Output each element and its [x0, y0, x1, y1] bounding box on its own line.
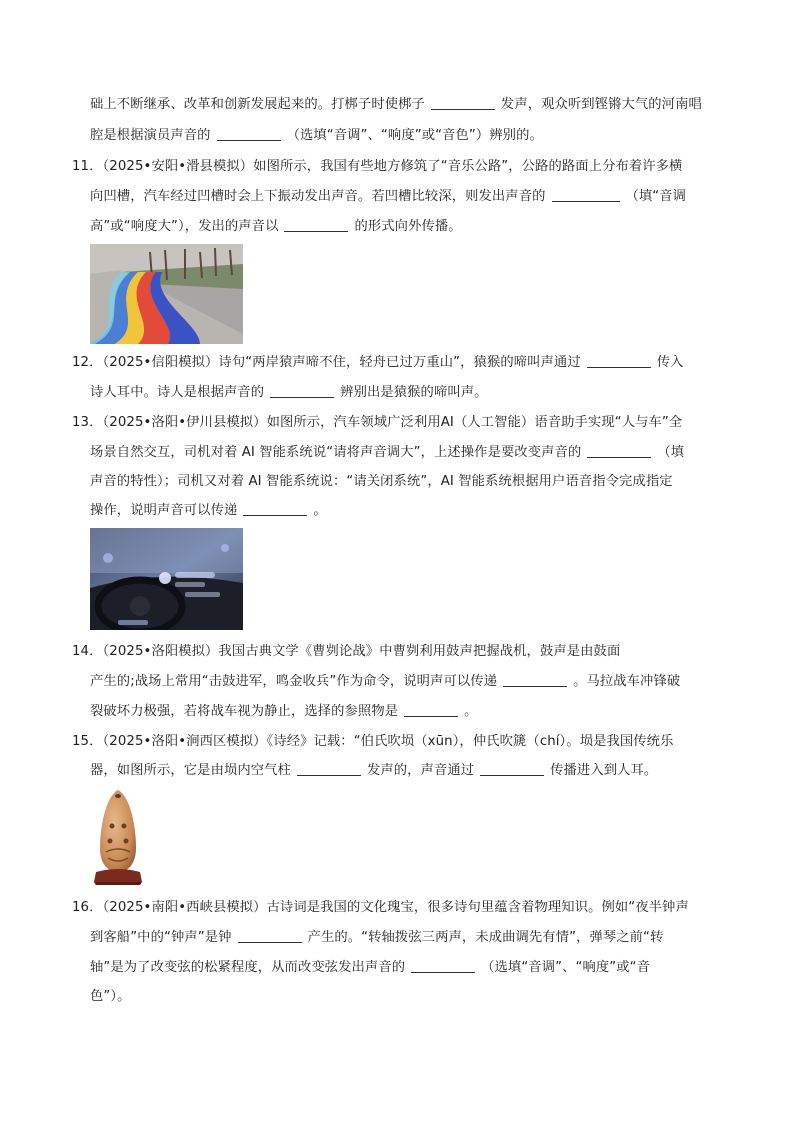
text-line: 产生的;战场上常用“击鼓进军，鸣金收兵”作为命令，说明声可以传递 。马拉战车冲锋破 — [90, 674, 681, 689]
answer-blank — [297, 761, 361, 776]
text-line: 础上不断继承、改革和创新发展起来的。打梆子时使梆子 发声，观众听到铿锵大气的河南唱 — [90, 97, 702, 112]
question-11: 11．（2025•安阳•滑县模拟）如图所示，我国有些地方修筑了“音乐公路”，公路的路面上分布着许多横 — [72, 159, 683, 174]
xun-instrument-photo — [88, 786, 148, 886]
text-line: 色”）。 — [90, 989, 131, 1004]
question-15: 15．（2025•洛阳•涧西区模拟）《诗经》记载：“伯氏吹埙（xūn），仲氏吹篪（chí）。埙是我国传统乐 — [72, 734, 674, 749]
text-line: 器，如图所示，它是由埙内空气柱 发声的，声音通过 传播进入到人耳。 — [90, 763, 658, 778]
text-line: 声音的特性）；司机又对着 AI 智能系统说：“请关闭系统”，AI 智能系统根据用户语音指令完成指定 — [90, 474, 673, 489]
answer-blank — [587, 443, 651, 458]
question-14: 14．（2025•洛阳模拟）我国古典文学《曹刿论战》中曹刿利用鼓声把握战机，鼓声是由鼓面 — [72, 644, 621, 659]
question-13: 13．（2025•洛阳•伊川县模拟）如图所示，汽车领域广泛利用AI（人工智能）语音助手实现“人与车”全 — [72, 415, 683, 430]
answer-blank — [480, 761, 544, 776]
answer-blank — [552, 187, 620, 202]
text-line: 诗人耳中。诗人是根据声音的 辨别出是猿猴的啼叫声。 — [90, 385, 488, 400]
answer-blank — [270, 383, 334, 398]
answer-blank — [431, 95, 495, 110]
text-line: 操作，说明声音可以传递 。 — [90, 503, 327, 518]
question-16: 16．（2025•南阳•西峡县模拟）古诗词是我国的文化瑰宝，很多诗句里蕴含着物理知识。例如“夜半钟声 — [72, 900, 689, 915]
answer-blank — [284, 217, 348, 232]
answer-blank — [404, 702, 458, 717]
answer-blank — [411, 958, 475, 973]
text-line: 场景自然交互，司机对着 AI 智能系统说“请将声音调大”，上述操作是要改变声音的 （填 — [90, 445, 685, 460]
answer-blank — [217, 126, 281, 141]
text-line: 向凹槽，汽车经过凹槽时会上下振动发出声音。若凹槽比较深，则发出声音的 （填“音调 — [90, 189, 687, 204]
answer-blank — [503, 672, 567, 687]
text-line: 高”或“响度大”），发出的声音以 的形式向外传播。 — [90, 219, 462, 234]
answer-blank — [238, 928, 302, 943]
answer-blank — [243, 501, 307, 516]
answer-blank — [587, 353, 651, 368]
music-road-photo — [90, 244, 243, 344]
text-line: 到客船”中的“钟声”是钟 产生的。“转轴拨弦三两声，未成曲调先有情”，弹琴之前“转 — [90, 930, 664, 945]
text-line: 轴”是为了改变弦的松紧程度，从而改变弦发出声音的 （选填“音调”、“响度”或“音 — [90, 960, 651, 975]
text-line: 腔是根据演员声音的 （选填“音调”、“响度”或“音色”）辨别的。 — [90, 128, 543, 143]
question-12: 12．（2025•信阳模拟）诗句“两岸猿声啼不住，轻舟已过万重山”，猿猴的啼叫声通过 传入 — [72, 355, 684, 370]
text-line: 裂破坏力极强，若将战车视为静止，选择的参照物是 。 — [90, 704, 478, 719]
car-ai-assistant-photo — [90, 528, 243, 630]
